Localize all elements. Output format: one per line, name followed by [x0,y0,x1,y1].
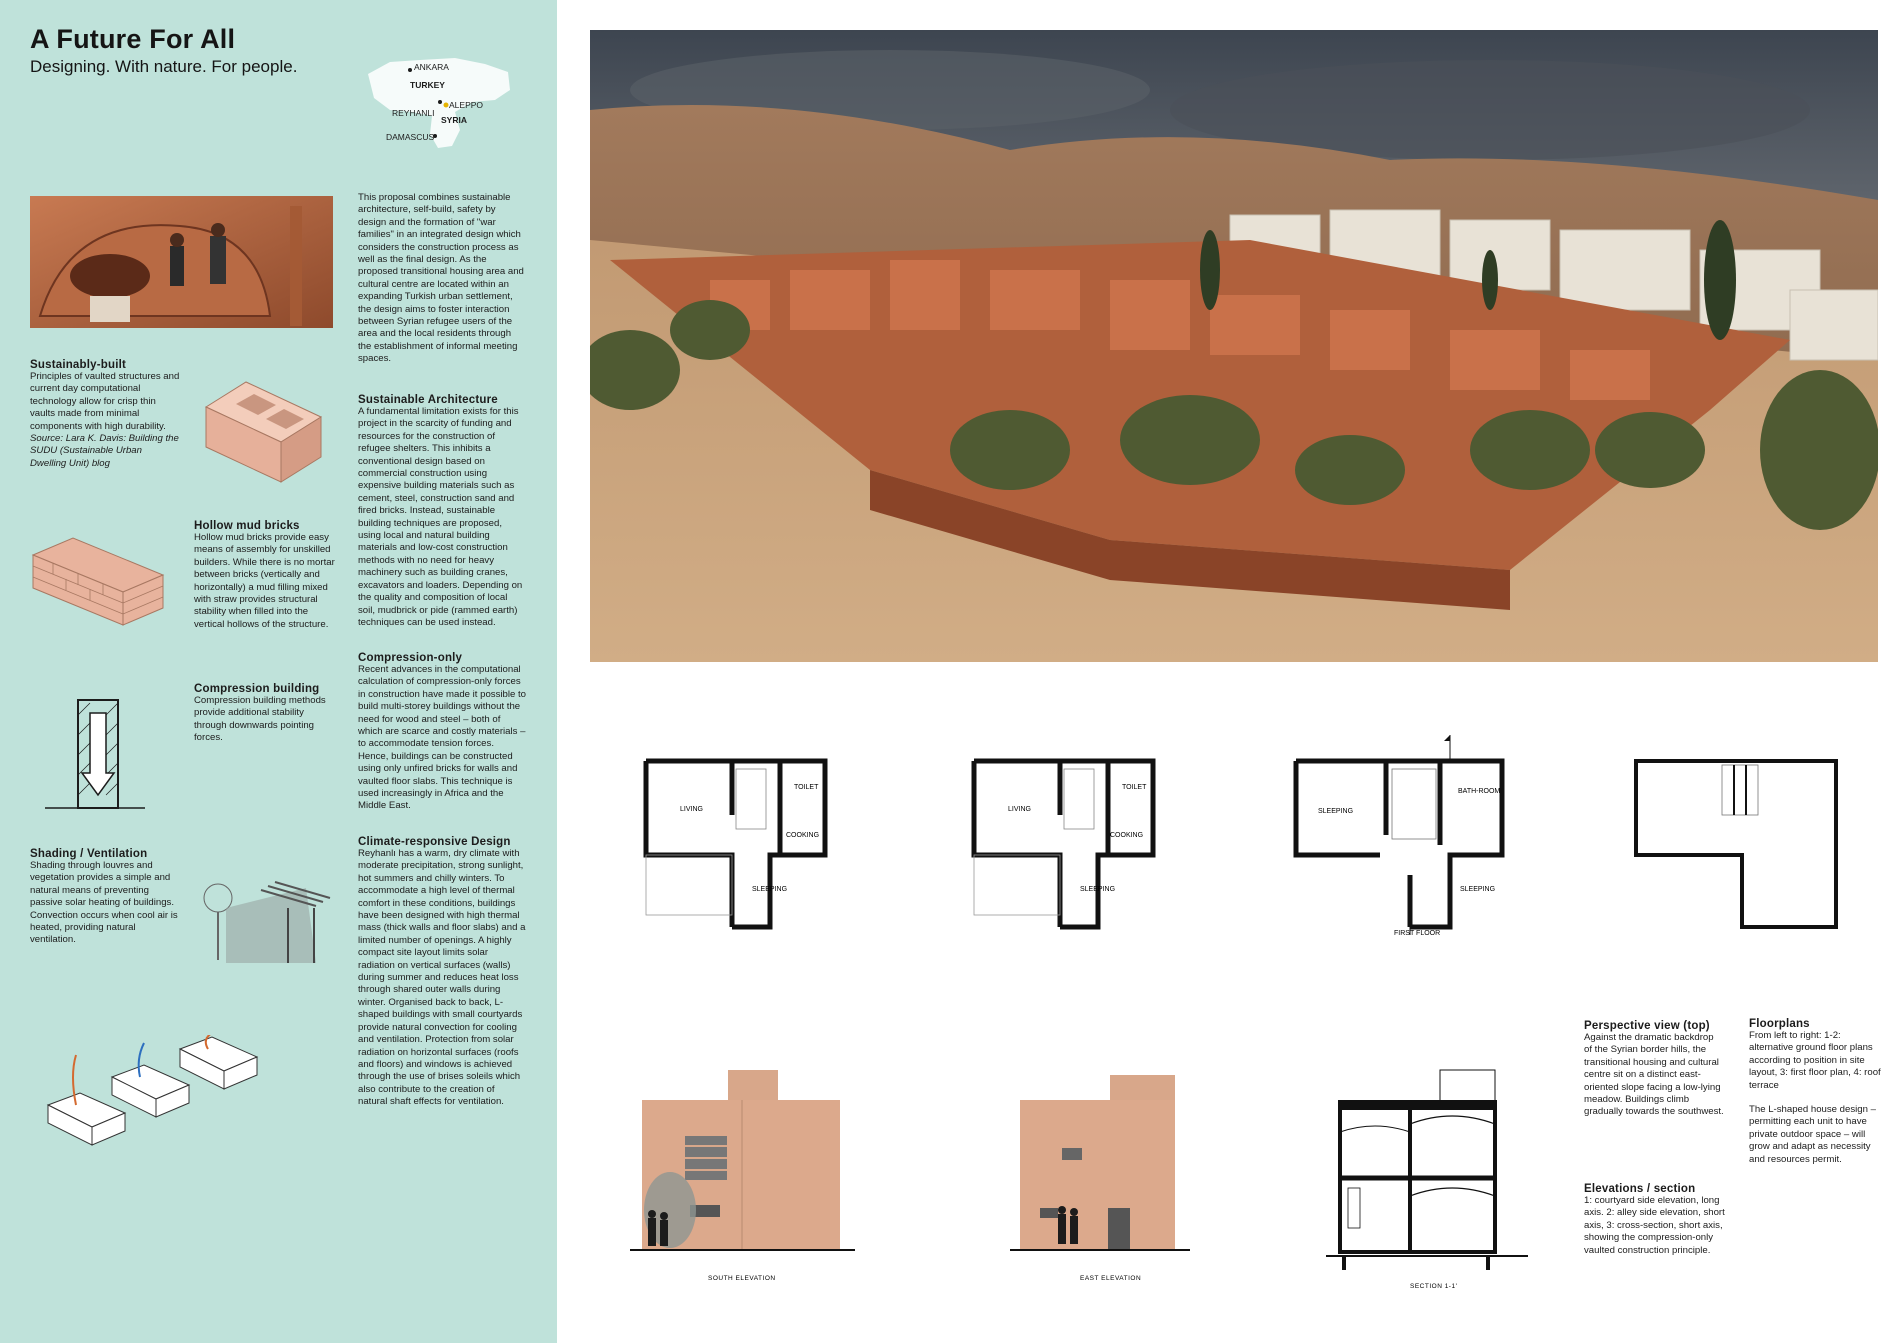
map-label-aleppo: ALEPPO [449,100,484,110]
climate-text: Reyhanlı has a warm, dry climate with moderate precipitation, strong sunlight, hot summers and chilly winters. To accommodate a high level of thermal comfort in these conditions, buildings have been designed with high thermal mass (thick walls and floor slabs) and a limited number of openings. A highly compact site layout limits solar radiation on vertical surfaces (walls) during summer and reduces heat loss through shared outer walls during winter. Organised back to back, L-shaped buildings with small courtyards provide natural convection for cooling and ventilation. Protection from solar radiation on horizontal surfaces (roofs and floors) and windows is achieved through the use of brises soleils which also contribute to the creation of natural shaft effects for ventilation. [358,848,526,1108]
plan2-toilet: TOILET [1122,784,1147,791]
east-elevation [1000,1060,1200,1280]
east-elevation-caption: EAST ELEVATION [1080,1275,1142,1280]
sustainably-built-source: Source: Lara K. Davis: Building the SUDU (Sustainable Urban Dwelling Unit) blog [30,433,179,469]
floorplans-caption-text-1: From left to right: 1-2: alternative ground floor plans according to position in site layout, 3: first floor plan, 4: roof terrace [1749,1030,1881,1091]
shading-block [30,848,180,947]
climate-block [358,836,526,1109]
compression-building-text: Compression building methods provide additional stability through downwards pointing forces. [194,695,326,744]
floorplan-4-roof [1630,755,1850,935]
south-elevation [630,1060,860,1280]
compression-only-text: Recent advances in the computational calculation of compression-only forces in construction have made it possible to build multi-storey buildings without the need for wood and steel – both of which are scarce and costly materials – to accommodate tension forces. Hence, buildings can be constructed using only unfired bricks for walls and vaulted floor slabs. This technique is used increasingly in Africa and the Middle East. [358,664,526,812]
section-caption: SECTION 1-1' [1410,1283,1458,1290]
map-label-damascus: DAMASCUS [386,132,435,142]
compression-illustration [40,695,150,820]
intro-text: This proposal combines sustainable architecture, self-build, safety by design and the formation of "war families" in an integrated design which considers the construction process as well as the final design. As the proposed transitional housing area and cultural centre are located within an expanding Turkish urban settlement, the design aims to foster interaction between Syrian refugee users of the area and the local residents through the establishment of informal meeting spaces. [358,192,524,365]
perspective-caption-heading: Perspective view (top) [1584,1020,1710,1032]
floorplan-3 [1290,735,1520,935]
plan2-living: LIVING [1008,806,1031,813]
sustainably-built-heading: Sustainably-built [30,359,127,371]
construction-photo [30,196,333,328]
shading-illustration [196,868,336,968]
plan1-cooking: COOKING [786,832,820,839]
floorplans-caption-text-2: The L-shaped house design – permitting each unit to have private outdoor space – will grow and adapt as necessity and resources permit. [1749,1104,1876,1165]
shading-text: Shading through louvres and vegetation provides a simple and natural means of preventing passive solar heating of buildings. Convection occurs when cool air is heated, providing natural ventilation. [30,860,178,946]
plan3-bathroom: BATH-ROOM [1458,788,1501,795]
compression-building-block [194,683,339,745]
floorplans-caption-block [1749,1018,1881,1166]
plan2-sleeping: SLEEPING [1080,886,1116,893]
plan3-sleeping-2: SLEEPING [1460,886,1496,893]
cross-section [1318,1060,1548,1290]
floorplan-1 [640,755,860,935]
plan1-living: LIVING [680,806,703,813]
plan3-sleeping-1: SLEEPING [1318,808,1354,815]
sustainably-built-block [30,359,180,470]
hollow-mud-block [194,520,339,631]
compression-only-block [358,652,526,813]
page-subtitle: Designing. With nature. For people. [30,57,298,76]
sustainably-built-text: Principles of vaulted structures and current day computational technology allow for crisp thin vaults made from minimal components with high durability. [30,371,180,432]
hollow-brick-illustration [196,372,331,487]
floorplans-caption-heading: Floorplans [1749,1018,1810,1030]
plan3-first-floor: FIRST FLOOR [1394,930,1441,935]
floorplan-2 [968,755,1188,935]
map-label-ankara: ANKARA [414,62,449,72]
plan1-toilet: TOILET [794,784,819,791]
elevations-caption-heading: Elevations / section [1584,1183,1696,1195]
sustainable-architecture-block [358,394,526,629]
compression-building-heading: Compression building [194,683,320,695]
page-title: A Future For All [30,24,236,54]
south-elevation-caption: SOUTH ELEVATION [708,1275,776,1280]
sustainable-architecture-heading: Sustainable Architecture [358,394,498,406]
plan2-cooking: COOKING [1110,832,1144,839]
ventilation-illustration [40,1035,280,1155]
elevations-caption-block [1584,1183,1729,1257]
climate-heading: Climate-responsive Design [358,836,511,848]
hollow-mud-heading: Hollow mud bricks [194,520,300,532]
map-label-turkey: TURKEY [410,80,445,90]
elevations-caption-text: 1: courtyard side elevation, long axis. 2: alley side elevation, short axis, 3: cross-section, short axis, showing the compression-only vaulted construction principle. [1584,1195,1725,1256]
perspective-render [590,30,1878,662]
brick-wall-illustration [28,530,168,630]
plan1-sleeping: SLEEPING [752,886,788,893]
sustainable-architecture-text: A fundamental limitation exists for this project in the scarcity of funding and resources for the construction of refugee shelters. This inhibits a conventional design based on commercial construction using expensive building materials such as cement, steel, construction sand and fired bricks. Instead, sustainable building techniques are proposed, using local and natural building materials and low-cost construction methods with no need for heavy machinery such as building cranes, excavators and loaders. Depending on the quality and composition of local soil, mudbrick or pide (rammed earth) techniques can be used instead. [358,406,523,628]
hollow-mud-text: Hollow mud bricks provide easy means of assembly for unskilled builders. While there is no mortar between bricks (vertically and horizontally) a mud filling mixed with straw provides structural stability when filled into the vertical hollows of the structure. [194,532,335,630]
map-label-syria: SYRIA [441,115,467,125]
compression-only-heading: Compression-only [358,652,463,664]
shading-heading: Shading / Ventilation [30,848,148,860]
perspective-caption-text: Against the dramatic backdrop of the Syrian border hills, the transitional housing and cultural centre sit on a distinct east-oriented slope facing a low-lying meadow. Buildings climb gradually towards the southwest. [1584,1032,1724,1118]
perspective-caption-block [1584,1020,1724,1119]
map-label-reyhanli: REYHANLI [392,108,435,118]
